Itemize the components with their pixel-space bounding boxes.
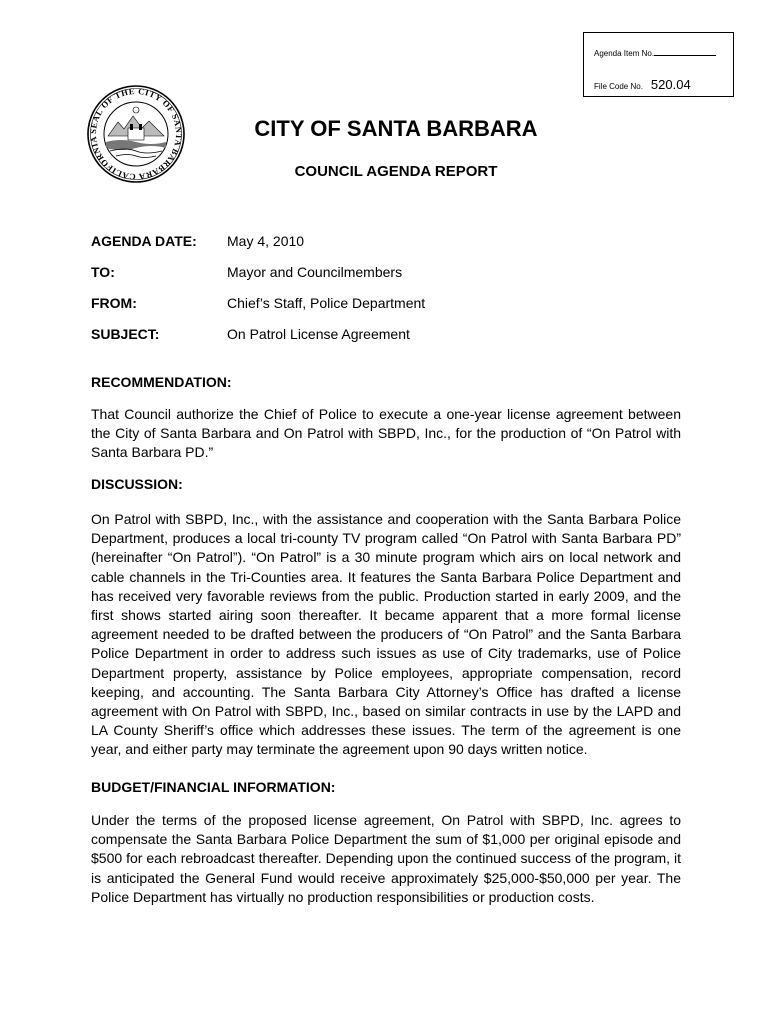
recommendation-heading: RECOMMENDATION:: [91, 374, 232, 390]
subject-value: On Patrol License Agreement: [227, 326, 410, 342]
file-code-value: 520.04: [650, 77, 691, 92]
file-code-label: File Code No.: [594, 82, 643, 91]
discussion-heading: DISCUSSION:: [91, 476, 183, 492]
to-label: TO:: [91, 264, 115, 280]
budget-heading: BUDGET/FINANCIAL INFORMATION:: [91, 779, 336, 795]
budget-text: Under the terms of the proposed license agreement, On Patrol with SBPD, Inc. agrees to compensate the Santa Barbara Police Department the sum of $1,000 per original episode and $500 for each rebroadcast thereafter. Depending upon the continued success of the program, it is anticipated the General Fund would receive approximately $25,000-$50,000 per year. The Police Department has virtually no production responsibilities or production costs.: [91, 812, 681, 905]
report-title: COUNCIL AGENDA REPORT: [294, 163, 498, 180]
agenda-item-line: [594, 49, 716, 58]
agenda-item-label: Agenda Item No.: [594, 49, 655, 58]
file-code-line: [594, 77, 691, 92]
recommendation-text: That Council authorize the Chief of Police to execute a one-year license agreement between the City of Santa Barbara and On Patrol with SBPD, Inc., for the production of “On Patrol with Santa Barbara PD.”: [91, 406, 681, 461]
from-label: FROM:: [91, 295, 137, 311]
agenda-item-blank: [654, 55, 716, 56]
discussion-text: On Patrol with SBPD, Inc., with the assistance and cooperation with the Santa Barbara Police Department, produces a local tri-county TV program called “On Patrol with Santa Barbara PD” (hereinafter “On Patrol”). “On Patrol” is a 30 minute program which airs on local network and cable channels in the Tri-Counties area. It features the Santa Barbara Police Department and has received very favorable reviews from the public. Production started in early 2009, and the first shows started airing soon thereafter. It became apparent that a more formal license agreement needed to be drafted between the producers of “On Patrol” and the Santa Barbara Police Department in order to address such issues as use of City trademarks, use of Police Department property, assistance by Police employees, appropriate compensation, record keeping, and accounting. The Santa Barbara City Attorney’s Office has drafted a license agreement with On Patrol with SBPD, Inc., based on similar contracts in use by the LAPD and LA County Sheriff’s office which addresses these issues. The term of the agreement is one year, and either party may terminate the agreement upon 90 days written notice.: [91, 511, 681, 758]
city-title: CITY OF SANTA BARBARA: [254, 116, 538, 141]
from-value: Chief’s Staff, Police Department: [227, 295, 426, 311]
agenda-date-value: May 4, 2010: [227, 233, 305, 249]
seal-text: SEAL OF THE CITY OF SANTA BARBARA CALIFORNIA: [87, 85, 185, 183]
subject-label: SUBJECT:: [91, 326, 160, 342]
to-value: Mayor and Councilmembers: [227, 264, 403, 280]
agenda-item-box: [583, 32, 734, 97]
agenda-date-label: AGENDA DATE:: [91, 233, 197, 249]
